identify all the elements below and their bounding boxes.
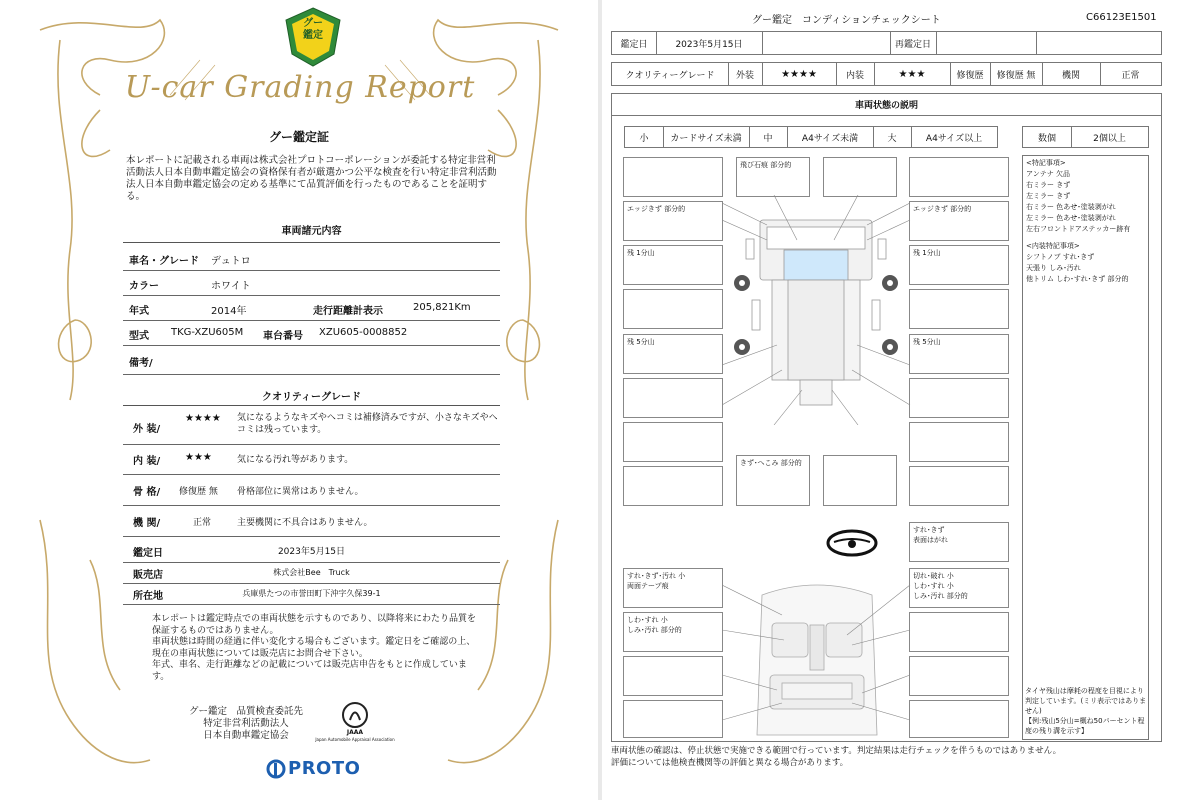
size-large-desc: A4サイズ以上 <box>925 133 983 144</box>
damage-box <box>909 289 1009 329</box>
disclaimer: 本レポートは鑑定時点での車両状態を示すものであり、以降将来にわたり品質を保証するものではありません。 車両状態は時間の経過に伴い変化する場合もございます。鑑定日をご確認の上、現在の車両状態については販売店にお問合せ下さい。 年式、車名、走行距離などの記載については販売店申告をもとに作成しています。 <box>152 614 477 682</box>
sheet-id: C66123E1501 <box>1086 12 1157 23</box>
count-legend <box>1022 126 1149 148</box>
spec-row-color <box>123 271 500 296</box>
footer-row-address <box>123 584 500 605</box>
damage-box-right-tire1: 残 1分山 <box>909 245 1009 285</box>
jaaa-sub: Japan Automobile Appraisal Association <box>315 737 395 742</box>
reappraisal-label: 再鑑定日 <box>894 39 931 50</box>
interior-notes-heading: <内装特記事項> <box>1026 242 1080 250</box>
damage-box <box>909 157 1009 197</box>
quality-frame-grade: 修復歴 無 <box>179 487 218 497</box>
footer-date-label: 鑑定日 <box>133 548 163 559</box>
quality-frame-label: 骨 格/ <box>133 487 161 498</box>
size-large: 大 <box>887 133 897 144</box>
quality-exterior-grade: ★★★★ <box>185 413 221 424</box>
spec-color-label: カラー <box>129 281 159 292</box>
spec-chassis-label: 車台番号 <box>263 331 303 342</box>
badge-text: グー 鑑定 <box>303 18 323 41</box>
footnote-2: 評価については他検査機関等の評価と異なる場合があります。 <box>611 758 849 768</box>
damage-box-left-tire1: 残 1分山 <box>623 245 723 285</box>
proto-logo: PROTO <box>288 758 361 779</box>
special-item: 左右フロントドアステッカー跡有 <box>1026 225 1131 233</box>
quality-row-engine <box>123 508 500 537</box>
repair-value: 修復歴 無 <box>996 70 1036 81</box>
quality-interior-label: 内 装/ <box>133 456 161 467</box>
spec-year-value: 2014年 <box>211 306 247 317</box>
engine-value: 正常 <box>1121 70 1140 81</box>
size-small-desc: カードサイズ未満 <box>670 133 742 144</box>
steering-wheel-icon <box>826 528 878 558</box>
script-title: U-car Grading Report <box>124 70 476 105</box>
spec-row-year <box>123 296 500 321</box>
footer-address-label: 所在地 <box>133 591 163 602</box>
quality-row-interior <box>123 446 500 475</box>
spec-mileage-label: 走行距離計表示 <box>313 306 383 317</box>
damage-box <box>623 466 723 506</box>
exterior-label: 外装 <box>735 70 754 81</box>
condition-heading: 車両状態の説明 <box>854 100 918 111</box>
spec-model-value: TKG-XZU605M <box>171 327 244 338</box>
footer-date-value: 2023年5月15日 <box>277 547 346 557</box>
damage-box <box>909 378 1009 418</box>
size-medium-desc: A4サイズ未満 <box>801 133 859 144</box>
damage-box-seat-right1: 切れ･破れ 小 しわ･すれ 小 しみ･汚れ 部分的 <box>909 568 1009 608</box>
spec-heading: 車両諸元内容 <box>281 226 342 237</box>
size-medium: 中 <box>763 133 773 144</box>
spec-mileage-value: 205,821Km <box>413 302 471 313</box>
spec-row-model <box>123 321 500 346</box>
interior-note-item: シフトノブ すれ･きず <box>1026 253 1095 261</box>
footer-row-dealer <box>123 563 500 584</box>
tire-note: タイヤ残山は摩耗の程度を目視により判定しています。(ミリ表示ではありません) 【例:残山5分山=概ね50パーセント程度の残り溝を示す】 <box>1025 687 1147 735</box>
date-label: 鑑定日 <box>620 39 648 50</box>
spec-name-label: 車名・グレード <box>129 256 199 267</box>
quality-engine-desc: 主要機関に不具合はありません。 <box>237 518 373 528</box>
spec-year-label: 年式 <box>129 306 149 317</box>
footnote-1: 車両状態の確認は、停止状態で実施できる範囲で行っています。判定結果は走行チェックを伴うものではありません。 <box>611 746 1062 756</box>
damage-box <box>623 378 723 418</box>
grading-certificate <box>0 0 598 800</box>
interior-label: 内装 <box>845 70 864 81</box>
footer-dealer-label: 販売店 <box>133 570 163 581</box>
spec-name-value: デュトロ <box>211 256 251 267</box>
quality-exterior-label: 外 装/ <box>133 424 161 435</box>
count-label: 数個 <box>1037 133 1056 144</box>
damage-box <box>909 700 1009 738</box>
damage-box <box>623 422 723 462</box>
special-item: 右ミラー きず <box>1026 181 1071 189</box>
damage-box <box>823 157 897 197</box>
sheet-title: グー鑑定 コンディションチェックシート <box>752 15 941 26</box>
damage-box <box>909 422 1009 462</box>
footer-address-value: 兵庫県たつの市誉田町下沖字久保39-1 <box>242 589 381 598</box>
grade-row <box>611 62 1162 86</box>
date-row <box>611 31 1162 55</box>
condition-check-sheet <box>602 0 1199 800</box>
spec-model-label: 型式 <box>129 331 149 342</box>
size-small: 小 <box>639 133 649 144</box>
damage-box-seat-left2: しわ･すれ 小 しみ･汚れ 部分的 <box>623 612 723 652</box>
damage-box-top-center: 飛び石痕 部分的 <box>736 157 810 197</box>
damage-box-right-tire5: 残 5分山 <box>909 334 1009 374</box>
damage-box <box>623 700 723 738</box>
damage-box <box>909 656 1009 696</box>
proto-logo-icon <box>266 759 286 779</box>
spec-chassis-value: XZU605-0008852 <box>319 327 408 338</box>
damage-box-bottom-center: きず･へこみ 部分的 <box>736 455 810 506</box>
engine-label: 機関 <box>1061 70 1080 81</box>
damage-box-steering: すれ･きず 表面はがれ <box>909 522 1009 562</box>
spec-row-name <box>123 246 500 271</box>
size-legend <box>624 126 998 148</box>
damage-box <box>623 656 723 696</box>
quality-interior-grade: ★★★ <box>185 452 212 463</box>
vehicle-top-view-diagram <box>722 195 912 425</box>
repair-label: 修復歴 <box>956 70 984 81</box>
date-value: 2023年5月15日 <box>675 39 743 50</box>
quality-interior-desc: 気になる汚れ等があります。 <box>237 455 354 465</box>
special-item: 右ミラー 色あせ･塗装剥がれ <box>1026 203 1116 211</box>
interior-value: ★★★ <box>898 68 926 80</box>
damage-box <box>909 612 1009 652</box>
committee: グー鑑定 品質検査委託先 特定非営利活動法人 日本自動車鑑定協会 <box>188 706 303 741</box>
certificate-intro: 本レポートに記載される車両は株式会社プロトコーポレーションが委託する特定非営利活動法人日本自動車鑑定協会の資格保有者が厳選かつ公平な検査を行い特定非営利活動法人日本自動車鑑定協会の定める基準にて品質評価を行ったものであることを証明する。 <box>126 155 497 202</box>
spec-note-label: 備考/ <box>129 358 153 369</box>
exterior-value: ★★★★ <box>781 68 817 80</box>
special-item: 左ミラー 色あせ･塗装剥がれ <box>1026 214 1116 222</box>
quality-heading: クオリティーグレード <box>262 392 361 403</box>
quality-row-frame <box>123 477 500 506</box>
interior-note-item: 他トリム しわ･すれ･きず 部分的 <box>1026 275 1129 283</box>
special-notes <box>1026 158 1148 285</box>
damage-box-left-edge: エッジきず 部分的 <box>623 201 723 241</box>
quality-exterior-desc: 気になるようなキズやヘコミは補修済みですが、小さなキズやヘコミは残っています。 <box>237 413 498 435</box>
spec-color-value: ホワイト <box>211 281 251 292</box>
quality-frame-desc: 骨格部位に異常はありません。 <box>237 487 364 497</box>
certificate-title: グー鑑定証 <box>268 130 329 144</box>
footer-dealer-value: 株式会社Bee Truck <box>273 568 350 577</box>
grade-label: クオリティーグレード <box>625 70 715 81</box>
damage-box-left-tire5: 残 5分山 <box>623 334 723 374</box>
special-item: アンテナ 欠品 <box>1026 170 1070 178</box>
damage-box-right-edge: エッジきず 部分的 <box>909 201 1009 241</box>
spec-row-note <box>123 348 500 375</box>
interior-note-item: 天張り しみ･汚れ <box>1026 264 1081 272</box>
footer-row-date <box>123 540 500 563</box>
jaaa-logo-icon <box>340 700 370 730</box>
quality-row-exterior <box>123 408 500 445</box>
damage-box <box>909 466 1009 506</box>
special-heading: <特記事項> <box>1026 159 1066 167</box>
jaaa-label: JAAA <box>346 729 364 736</box>
damage-box-seat-left1: すれ･きず･汚れ 小 両面テープ痕 <box>623 568 723 608</box>
quality-engine-grade: 正常 <box>193 518 212 528</box>
quality-engine-label: 機 関/ <box>133 518 161 529</box>
damage-box <box>823 455 897 506</box>
vehicle-interior-diagram <box>722 575 912 740</box>
damage-box <box>623 289 723 329</box>
damage-box <box>623 157 723 197</box>
count-value: 2個以上 <box>1093 133 1126 144</box>
special-item: 左ミラー きず <box>1026 192 1071 200</box>
